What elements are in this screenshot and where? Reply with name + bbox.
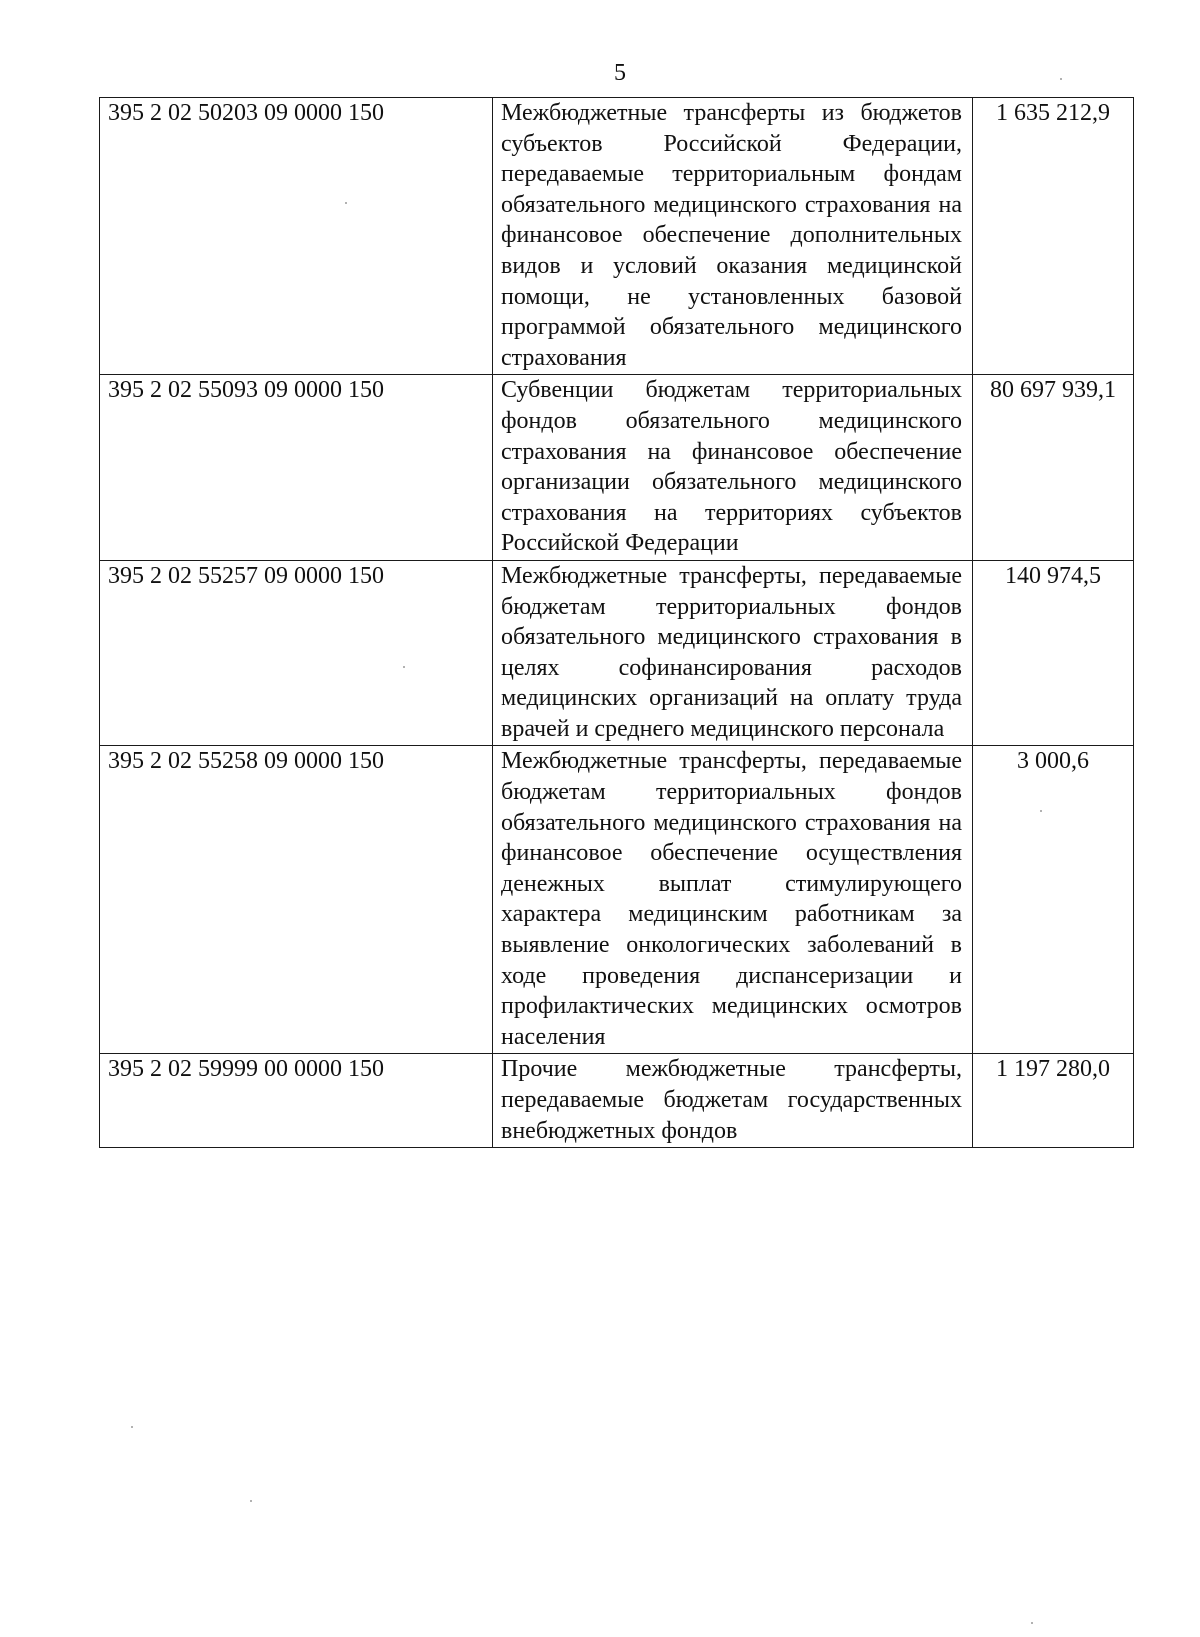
scan-speck	[131, 1426, 133, 1428]
budget-code: 395 2 02 55257 09 0000 150	[100, 560, 493, 746]
scan-speck	[1040, 810, 1042, 812]
scan-speck	[345, 202, 347, 204]
budget-description: Межбюджетные трансферты, передаваемые бюджетам территориальных фондов обязательного медицинского страхования на финансовое обеспечение осуществления денежных выплат стимулирующего характера медицинским работникам за выявление онкологических заболеваний в ходе проведения диспансеризации и профилактических медицинских осмотров населения	[493, 746, 973, 1054]
budget-amount: 1 635 212,9	[973, 98, 1134, 375]
table-row	[100, 1054, 1134, 1148]
budget-amount: 140 974,5	[973, 560, 1134, 746]
budget-code: 395 2 02 59999 00 0000 150	[100, 1054, 493, 1148]
table-row	[100, 746, 1134, 1054]
table-row	[100, 560, 1134, 746]
budget-amount: 3 000,6	[973, 746, 1134, 1054]
scan-speck	[1060, 78, 1062, 80]
table-row	[100, 375, 1134, 561]
table-row	[100, 98, 1134, 375]
page-number: 5	[614, 60, 626, 86]
budget-code: 395 2 02 55093 09 0000 150	[100, 375, 493, 561]
budget-code: 395 2 02 55258 09 0000 150	[100, 746, 493, 1054]
scan-speck	[403, 666, 405, 668]
budget-table	[99, 97, 1134, 1148]
budget-amount: 1 197 280,0	[973, 1054, 1134, 1148]
budget-description: Субвенции бюджетам территориальных фондов обязательного медицинского страхования на финансовое обеспечение организации обязательного медицинского страхования на территориях субъектов Российской Федерации	[493, 375, 973, 561]
budget-description: Прочие межбюджетные трансферты, передаваемые бюджетам государственных внебюджетных фондов	[493, 1054, 973, 1148]
scan-speck	[250, 1500, 252, 1502]
budget-description: Межбюджетные трансферты, передаваемые бюджетам территориальных фондов обязательного медицинского страхования в целях софинансирования расходов медицинских организаций на оплату труда врачей и среднего медицинского персонала	[493, 560, 973, 746]
budget-amount: 80 697 939,1	[973, 375, 1134, 561]
budget-code: 395 2 02 50203 09 0000 150	[100, 98, 493, 375]
scan-speck	[1031, 1622, 1033, 1624]
budget-description: Межбюджетные трансферты из бюджетов субъектов Российской Федерации, передаваемые территориальным фондам обязательного медицинского страхования на финансовое обеспечение дополнительных видов и условий оказания медицинской помощи, не установленных базовой программой обязательного медицинского страхования	[493, 98, 973, 375]
